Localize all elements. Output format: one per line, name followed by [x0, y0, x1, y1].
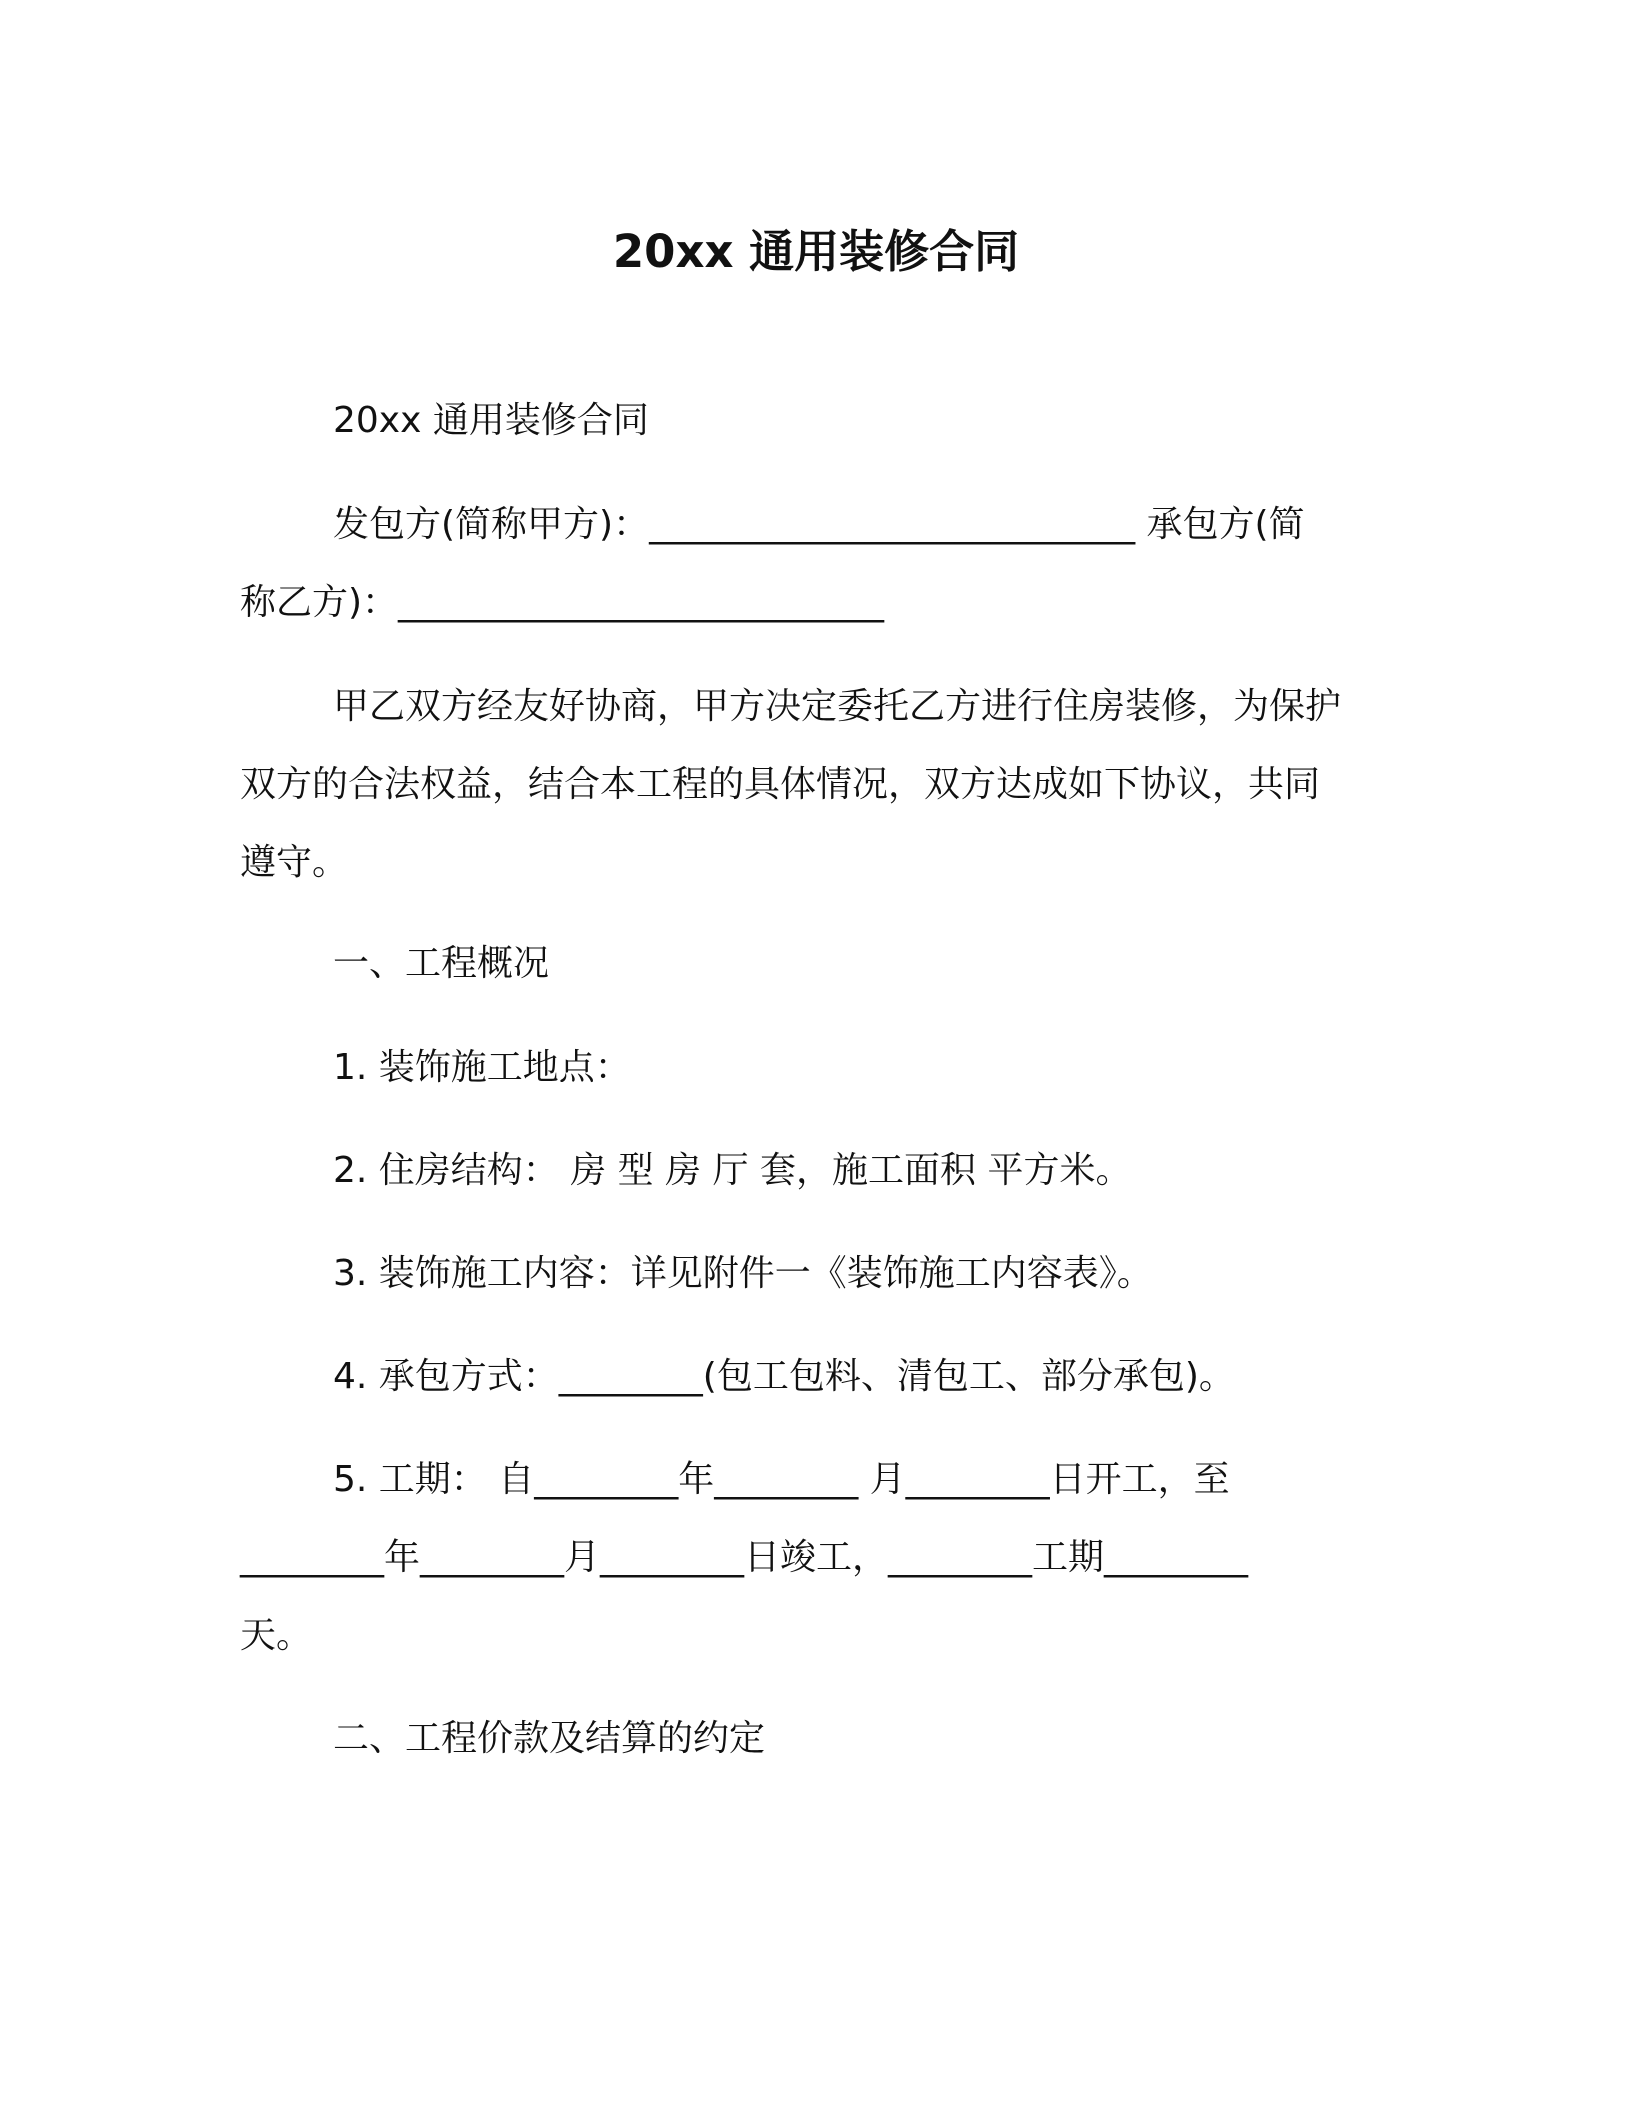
item-5-line-2: ________年________月________日竣工，________工期________: [240, 1537, 1249, 1578]
item-2: 2. 住房结构： 房 型 房 厅 套，施工面积 平方米。: [333, 1150, 1132, 1191]
section-2-heading: 二、工程价款及结算的约定: [333, 1718, 766, 1759]
item-5-line-1: 5. 工期： 自________年________ 月________日开工，至: [333, 1459, 1230, 1500]
item-5-line-3: 天。: [240, 1615, 313, 1656]
document-subtitle: 20xx 通用装修合同: [333, 400, 649, 441]
item-1: 1. 装饰施工地点：: [333, 1047, 631, 1088]
item-4: 4. 承包方式：________(包工包料、清包工、部分承包)。: [333, 1356, 1235, 1397]
document-title: 20xx 通用装修合同: [612, 225, 1020, 278]
intro-line-3: 遵守。: [240, 842, 349, 883]
item-3: 3. 装饰施工内容：详见附件一《装饰施工内容表》。: [333, 1253, 1153, 1294]
parties-line-2: 称乙方)：___________________________: [240, 582, 885, 623]
intro-line-1: 甲乙双方经友好协商，甲方决定委托乙方进行住房装修，为保护: [333, 686, 1342, 727]
parties-line-1: 发包方(简称甲方)：___________________________ 承包方(简: [333, 504, 1305, 545]
intro-line-2: 双方的合法权益，结合本工程的具体情况，双方达成如下协议，共同: [240, 764, 1321, 805]
section-1-heading: 一、工程概况: [333, 943, 550, 984]
